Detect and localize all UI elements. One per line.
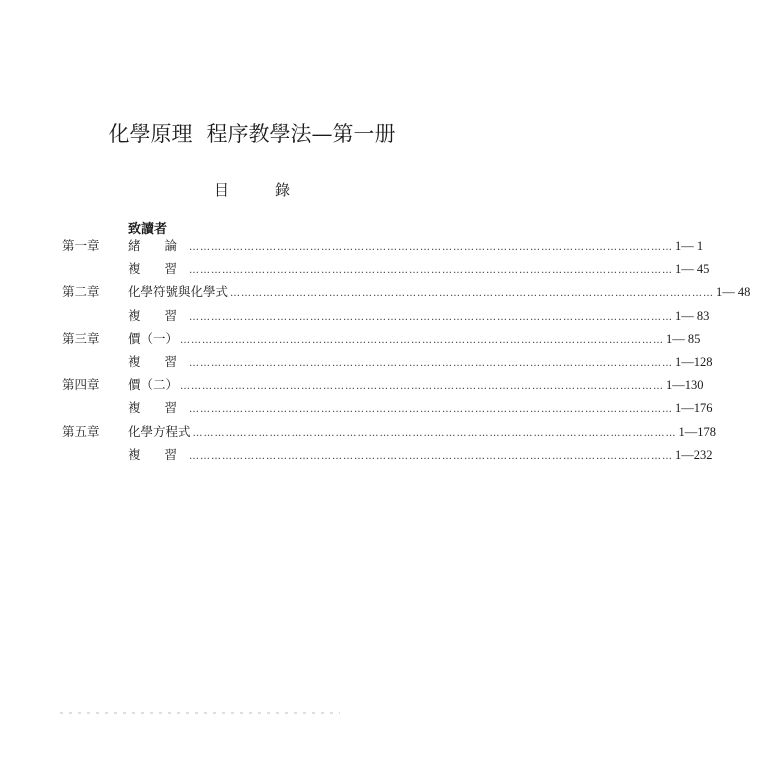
toc-page-number: 1— 45 bbox=[674, 262, 710, 277]
toc-leader-dots: …………………………………………………………………………………………………………………… bbox=[188, 311, 673, 323]
toc-row bbox=[62, 443, 713, 466]
toc-entry-title: 緒 論 bbox=[128, 238, 187, 253]
toc-entry-title: 複 習 bbox=[128, 307, 187, 323]
toc-row bbox=[62, 350, 713, 373]
toc-page-number: 1— 48 bbox=[716, 285, 751, 300]
toc-page-number: 1—178 bbox=[678, 424, 717, 439]
toc-page-number: 1—176 bbox=[674, 401, 713, 416]
toc-entry-title: 複 習 bbox=[128, 400, 187, 416]
toc-leader-dots: …………………………………………………………………………………………………………………… bbox=[188, 357, 673, 369]
toc-entry-title: 複 習 bbox=[128, 261, 187, 277]
toc-chapter-label: 第二章 bbox=[62, 284, 100, 300]
toc-row bbox=[62, 396, 713, 419]
toc-page-number: 1—232 bbox=[674, 447, 713, 462]
book-title-subject: 化學原理 bbox=[108, 122, 193, 146]
toc-leader-dots: …………………………………………………………………………………………………………………… bbox=[188, 242, 673, 253]
toc-leader-dots: …………………………………………………………………………………………………………………… bbox=[192, 427, 677, 439]
toc-page-number: 1— 83 bbox=[674, 308, 710, 323]
toc-leader-dots: …………………………………………………………………………………………………………………… bbox=[188, 265, 673, 277]
toc-entry-title: 化學方程式 bbox=[128, 423, 191, 439]
contents-heading bbox=[0, 179, 504, 200]
toc-row bbox=[62, 234, 704, 257]
toc-entry-title: 複 習 bbox=[128, 353, 187, 369]
toc-chapter-label: 第一章 bbox=[62, 238, 100, 253]
toc-row bbox=[62, 373, 704, 396]
toc-row bbox=[62, 420, 717, 443]
toc-row bbox=[62, 280, 751, 303]
table-of-contents bbox=[62, 234, 751, 466]
toc-leader-dots: …………………………………………………………………………………………………………………… bbox=[188, 450, 673, 462]
scan-artifact-dots bbox=[60, 712, 340, 714]
toc-leader-dots: …………………………………………………………………………………………………………………… bbox=[180, 334, 665, 346]
toc-entry-title: 複 習 bbox=[128, 446, 187, 462]
toc-entry-title: 價（一） bbox=[128, 330, 179, 346]
toc-page-number: 1— 1 bbox=[674, 239, 704, 253]
toc-entry-title: 價（二） bbox=[128, 377, 179, 393]
contents-heading-char-1: 目 bbox=[213, 181, 229, 199]
toc-leader-dots: …………………………………………………………………………………………………………………… bbox=[180, 381, 665, 393]
contents-heading-char-2: 錄 bbox=[275, 181, 291, 199]
toc-chapter-label: 第五章 bbox=[62, 423, 100, 439]
toc-row bbox=[62, 257, 710, 280]
book-title bbox=[0, 118, 504, 148]
toc-leader-dots: …………………………………………………………………………………………………………………… bbox=[188, 404, 673, 416]
preface-entry: 致讀者 bbox=[128, 222, 168, 237]
book-title-series: 程序教學法—第一册 bbox=[206, 122, 396, 146]
toc-entry-title: 化學符號與化學式 bbox=[128, 284, 229, 300]
toc-chapter-label: 第四章 bbox=[62, 377, 100, 393]
toc-row bbox=[62, 327, 701, 350]
toc-row bbox=[62, 304, 710, 327]
toc-page-number: 1—130 bbox=[666, 378, 704, 393]
toc-page-number: 1—128 bbox=[674, 354, 713, 369]
toc-page-number: 1— 85 bbox=[666, 331, 701, 346]
toc-chapter-label: 第三章 bbox=[62, 330, 100, 346]
toc-leader-dots: …………………………………………………………………………………………………………………… bbox=[230, 288, 715, 300]
